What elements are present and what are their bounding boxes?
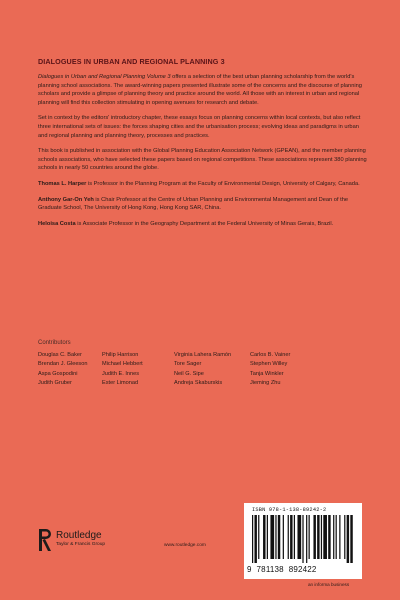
contributors-list: [38, 352, 368, 388]
contributor-name: Judith Gruber: [38, 380, 72, 387]
barcode-icon: [252, 515, 354, 563]
editor-name: Thomas L. Harper: [38, 180, 87, 187]
contributor-name: Brendan J. Gleeson: [38, 361, 88, 368]
contributor-name: Tanja Winkler: [250, 370, 284, 377]
contributor-name: Jieming Zhu: [250, 380, 281, 387]
informa-tagline: an informa business: [308, 582, 350, 587]
publisher-group: Taylor & Francis Group: [56, 542, 106, 547]
barcode-panel: [244, 503, 362, 579]
editor-bio-text: is Chair Professor at the Centre of Urban Planning and Environmental Management and Dean of the Graduate School, The University of Hong Kong, Hong Kong SAR, China.: [38, 196, 349, 212]
contributor-name: Ester Limonad: [102, 380, 139, 387]
routledge-logo: [38, 528, 158, 554]
editor-name: Anthony Gar-On Yeh: [38, 196, 94, 203]
editor-name: Heloisa Costa: [38, 220, 76, 227]
contributor-name: Neil G. Sipe: [174, 370, 204, 377]
contributor-name: Stephen Willey: [250, 361, 288, 368]
book-title: Dialogues in Urban and Regional Planning Volume 3: [38, 74, 171, 80]
contributor-name: Aspa Gospodini: [38, 370, 78, 377]
publisher-name: Routledge: [56, 530, 102, 541]
contributor-name: Judith E. Innes: [102, 370, 140, 377]
contributor-name: Michael Hebbert: [102, 361, 143, 368]
intro-paragraph: [38, 73, 368, 107]
contributors-heading: Contributors: [38, 340, 71, 346]
association-paragraph: This book is published in association with the Global Planning Education Association Network (GPEAN), and the member planning schools associations, who have selected these papers based on regional competitions. These associations represent 380 planning schools in nearly 50 countries around the globe.: [38, 148, 367, 172]
routledge-r-icon: [38, 528, 52, 552]
contributor-name: Douglas C. Baker: [38, 352, 82, 358]
isbn-label: ISBN 978-1-138-89242-2: [252, 507, 327, 513]
editor-bio-text: is Professor in the Planning Program at the Faculty of Environmental Design, University of Calgary, Canada.: [86, 180, 360, 187]
editor-bio: [38, 196, 368, 213]
contributor-name: Tore Sager: [174, 361, 202, 368]
intro-text: offers a selection of the best urban planning scholarship from the world's planning school associations. The award-winning papers presented illustrate some of the concerns and the discourse of planning scholars and provide a glimpse of planning theory and practice around the world. All those with an interest in urban and regional planning will find this collection stimulating in opening avenues for research and debate.: [38, 74, 362, 106]
contributor-name: Philip Harrison: [102, 352, 139, 358]
barcode-digit-first: 9: [247, 565, 252, 574]
blurb: [38, 73, 368, 235]
barcode-digits-right: 892422: [288, 565, 317, 574]
context-paragraph: Set in context by the editors' introductory chapter, these essays focus on planning concerns within local contexts, but also reflect three international sets of issues: the forces shaping cities and the urbanisation process; evolving ideas and paradigms in urban and regional planning and planning theory, processes and practices.: [38, 115, 361, 139]
barcode-digits-left: 781138: [256, 565, 284, 574]
contributor-name: Virginia Lahera Ramón: [174, 352, 232, 358]
series-title: DIALOGUES IN URBAN AND REGIONAL PLANNING 3: [38, 57, 225, 66]
barcode-digits: [247, 565, 359, 574]
editor-bio: [38, 220, 368, 229]
editor-bio-text: is Associate Professor in the Geography Department at the Federal University of Minas Gerais, Brazil.: [75, 220, 334, 227]
contributor-name: Andreja Skaburskis: [174, 380, 223, 387]
contributor-name: Carlos B. Vainer: [250, 352, 291, 358]
publisher-website: www.routledge.com: [164, 543, 206, 548]
editor-bio: [38, 180, 368, 189]
